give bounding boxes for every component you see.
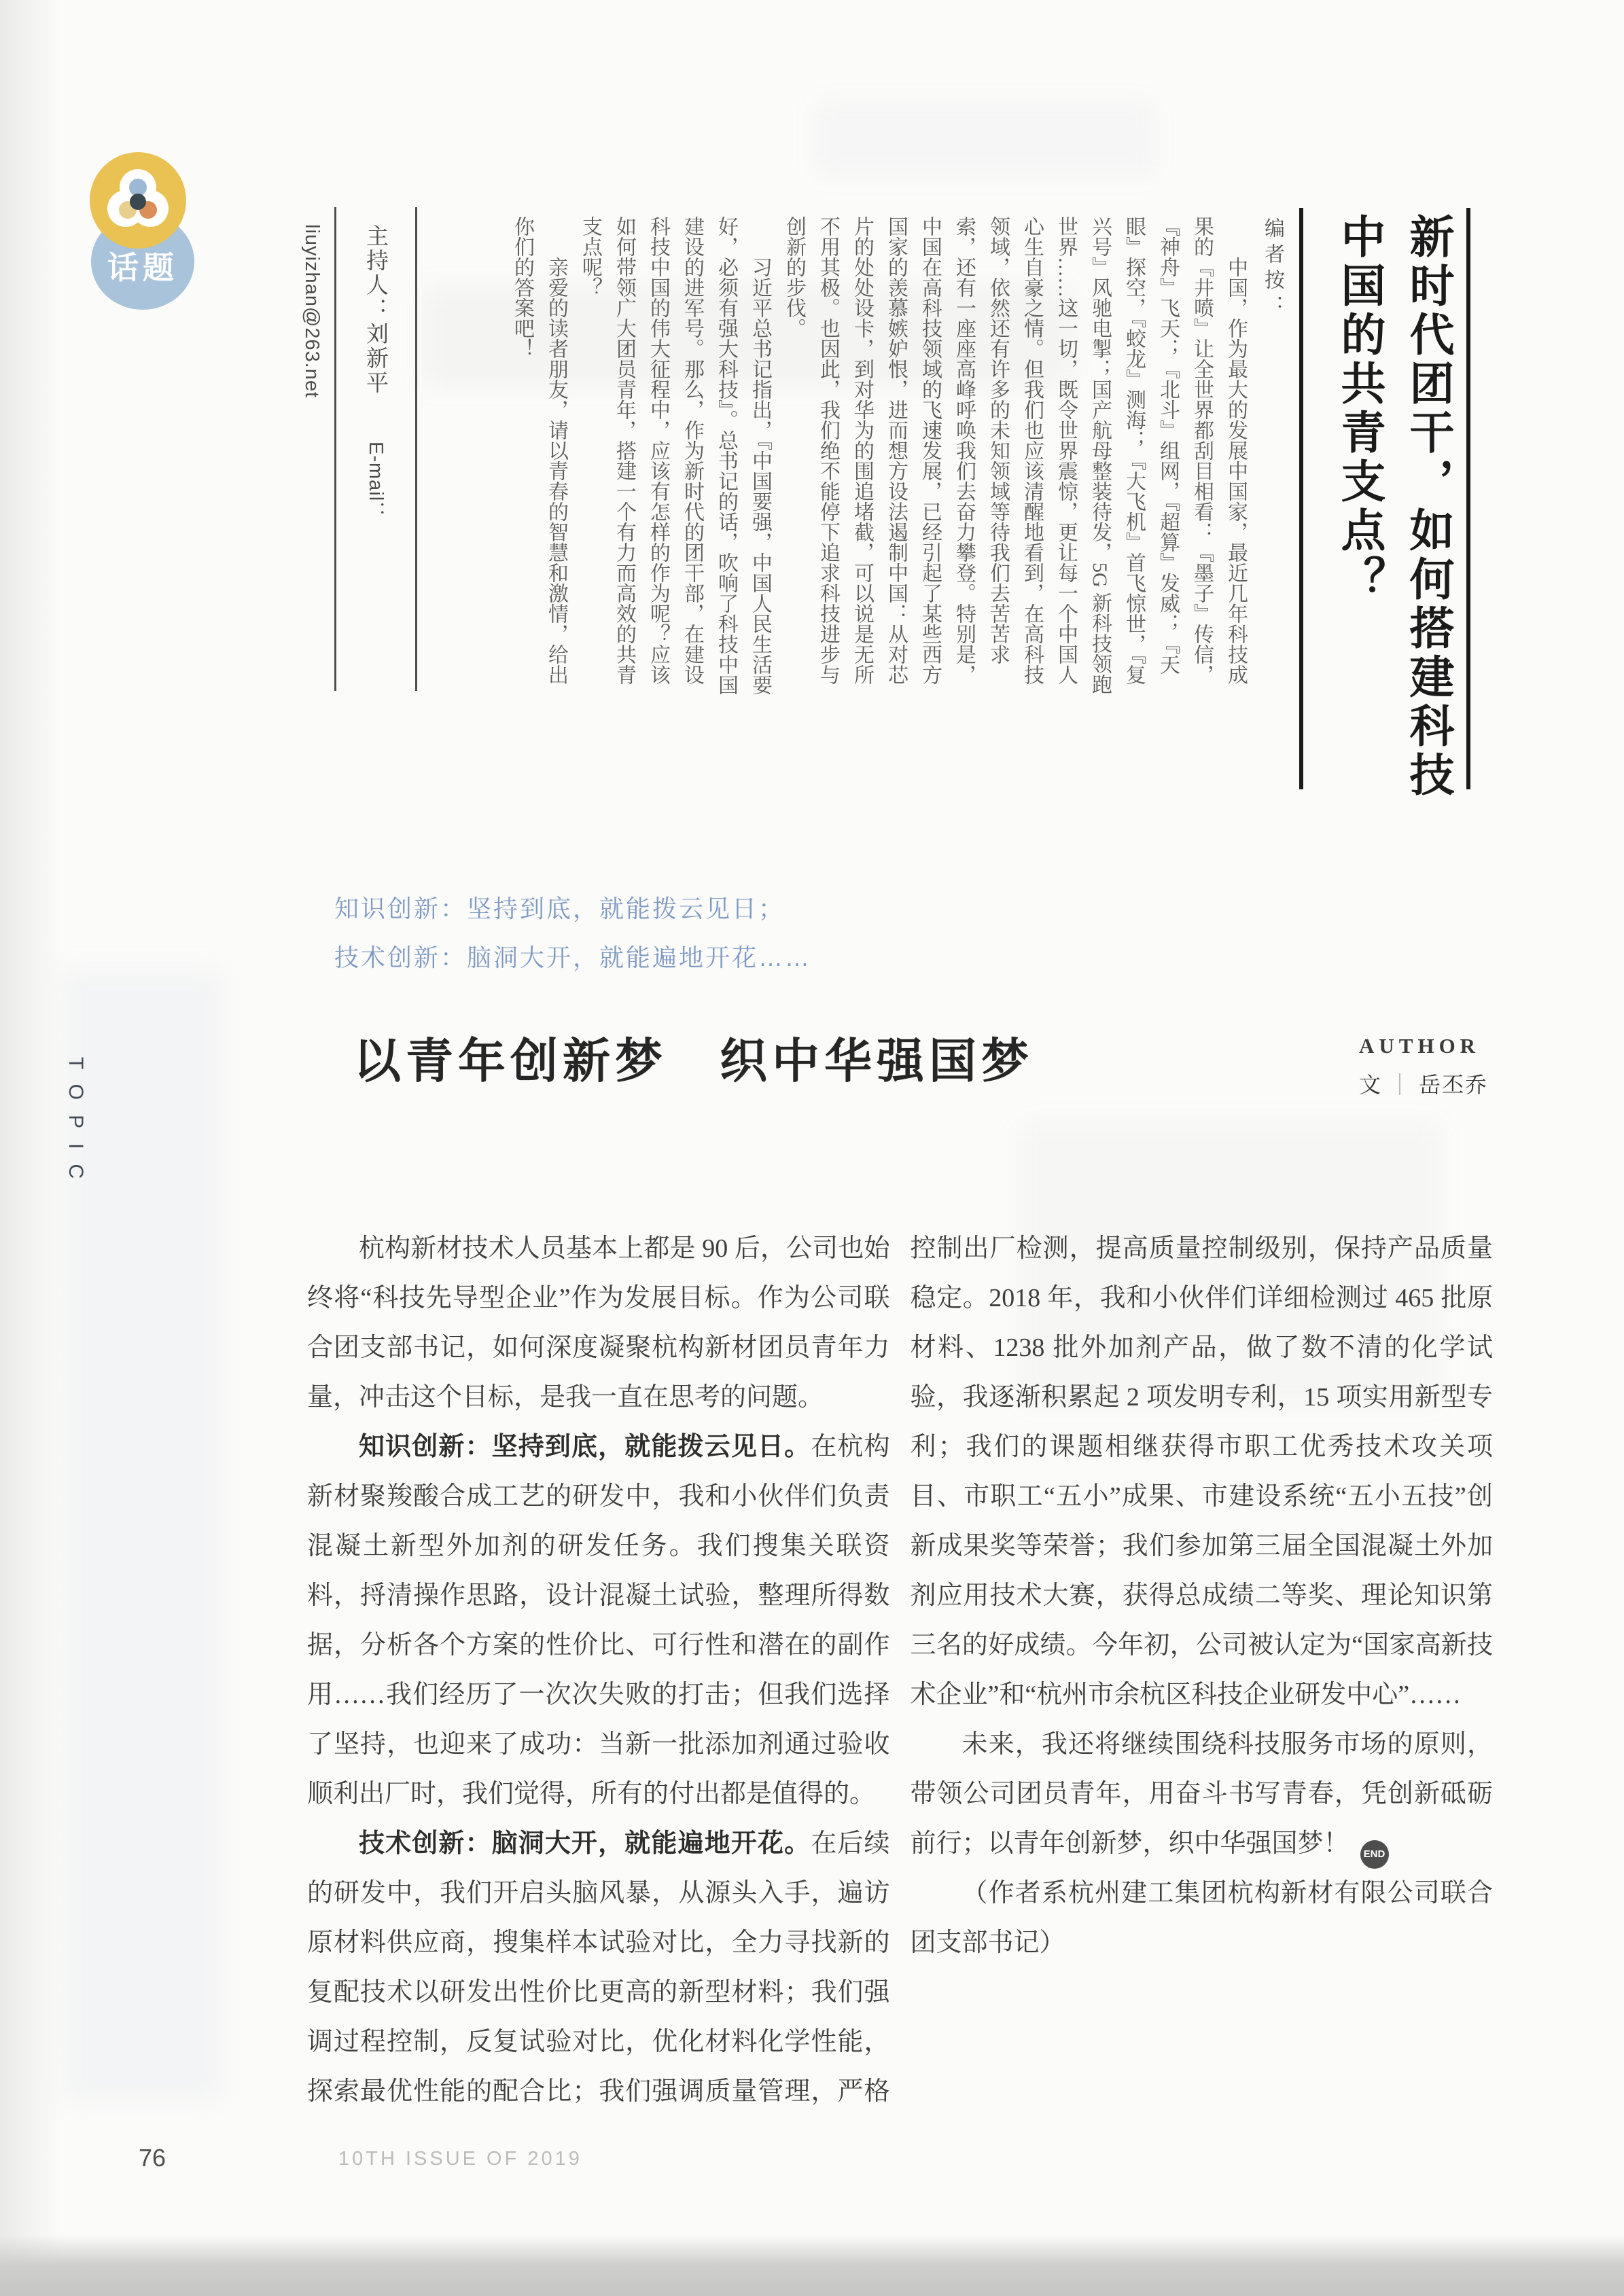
trefoil-icon <box>90 152 186 249</box>
body-paragraph: 技术创新：脑洞大开，就能遍地开花。在后续的研发中，我们开启头脑风暴，从源头入手，遍访原材料供应商，搜集样本试验对比，全力寻找新的复配技术以研发出性价比更高的新型材料；我们强调过程控制，反复试验对比，优化材料化学性能，探索最优性能的配合比；我们强调质量管理，严格控制出厂检测，提高质量控制级别，保持产品质量稳定。2018 年，我和小伙伴们详细检测过 465 批原材料、1238 批外加剂产品，做了数不清的化学试验，我逐渐积累起 2 项发明专利，15 项实用新型专利；我们的课题相继获得市职工优秀技术攻关项目、市职工“五小”成果、市建设系统“五小五技”创新成果奖等荣誉；我们参加第三届全国混凝土外加剂应用技术大赛，获得总成绩二等奖、理论知识第三名的好成绩。今年初，公司被认定为“国家高新技术企业”和“杭州市余杭区科技企业研发中心”…… <box>307 1234 1493 2106</box>
page-title <box>1310 213 1462 811</box>
logo-text: 话题 <box>107 250 178 285</box>
slogan-line1: 知识创新：坚持到底，就能拨云见日； <box>334 895 785 922</box>
vertical-rule <box>415 207 417 691</box>
editor-note-paragraph: 习近平总书记指出，『中国要强，中国人民生活要好，必须有强大科技』。总书记的话，吹响了科技中国建设的进军号。那么，作为新时代的团干部，在建设科技中国的伟大征程中，应该有怎样的作为呢？应该如何带领广大团员青年，搭建一个有力而高效的共青支点呢？ <box>579 216 771 695</box>
article-body <box>307 1224 1493 2117</box>
byline-divider: ｜ <box>1389 1073 1413 1097</box>
topic-logo <box>87 148 202 315</box>
article-title: 以青年创新梦 织中华强国梦 <box>353 1035 1034 1088</box>
scan-edge-left <box>0 0 63 2296</box>
byline-prefix: 文 <box>1359 1073 1383 1097</box>
editor-note-paragraph: 亲爱的读者朋友，请以青春的智慧和激情，给出你们的答案吧！ <box>511 216 567 685</box>
author-label: AUTHOR <box>1359 1034 1481 1058</box>
scan-edge-bottom <box>0 2235 1624 2296</box>
byline <box>1359 1068 1488 1099</box>
host-name: 主持人：刘新平 <box>364 224 389 395</box>
body-paragraph: 杭构新材技术人员基本上都是 90 后，公司也始终将“科技先导型企业”作为发展目标。作为公司联合团支部书记，如何深度凝聚杭构新材团员青年力量，冲击这个目标，是我一直在思考的问题。 <box>307 1234 890 1412</box>
bleed-through-artifact <box>815 102 1155 177</box>
issue-label: 10TH ISSUE OF 2019 <box>338 2148 582 2170</box>
author-name: 岳丕乔 <box>1419 1073 1489 1097</box>
body-paragraph: （作者系杭州建工集团杭构新材有限公司联合团支部书记） <box>910 1879 1493 1957</box>
author-block <box>1359 1034 1488 1099</box>
editor-note <box>442 216 1252 696</box>
body-paragraph: 知识创新：坚持到底，就能拨云见日。在杭构新材聚羧酸合成工艺的研发中，我和小伙伴们负责混凝土新型外加剂的研发任务。我们搜集关联资料，捋清操作思路，设计混凝土试验，整理所得数据，分析各个方案的性价比、可行性和潜在的副作用……我们经历了一次次失败的打击；但我们选择了坚持，也迎来了成功：当新一批添加剂通过验收顺利出厂时，我们觉得，所有的付出都是值得的。 <box>307 1433 890 1808</box>
page-number: 76 <box>139 2144 166 2172</box>
slogan-line2: 技术创新：脑洞大开，就能遍地开花…… <box>334 944 812 971</box>
body-paragraph: 未来，我还将继续围绕科技服务市场的原则，带领公司团员青年，用奋斗书写青春，凭创新砥砺前行；以青年创新梦，织中华强国梦！ END <box>911 1720 1494 1869</box>
paragraph-lead: 技术创新：脑洞大开，就能遍地开花。 <box>359 1829 811 1858</box>
slogan <box>334 884 811 982</box>
paragraph-lead: 知识创新：坚持到底，就能拨云见日。 <box>359 1433 811 1461</box>
host-column <box>301 224 408 694</box>
contact-email: E-mail：liuyizhan@263.net <box>301 224 387 522</box>
page-title-line2: 中国的共青支点？ <box>1335 213 1385 605</box>
headline-rule-right <box>1466 208 1470 789</box>
page-title-line1: 新时代团干，如何搭建科技 <box>1403 213 1453 800</box>
editor-note-label: 编者按： <box>1261 217 1284 321</box>
editor-note-paragraph: 中国，作为最大的发展中国家，最近几年科技成果的『井喷』让全世界都刮目相看：『墨子』传信，『神舟』飞天；『北斗』组网，『超算』发威；『天眼』探空，『蛟龙』测海；『大飞机』首飞惊世，『复兴号』风驰电掣；国产航母整装待发，5G 新科技领跑世界……这一切，既令世界震惊，更让每一个中国人心生自豪之情。但我们也应该清醒地看到，在高科技领域，依然还有许多的未知领域等待我们去苦苦求索，还有一座座高峰呼唤我们去奋力攀登。特别是，中国在高科技领域的飞速发展，已经引起了某些西方国家的羡慕嫉妒恨，进而想方设法遏制中国：从对芯片的处处设卡，到对华为的围追堵截，可以说是无所不用其极。也因此，我们绝不能停下追求科技进步与创新的步伐。 <box>783 216 1247 695</box>
headline-rule-left <box>1299 208 1303 789</box>
topic-side-label: TOPIC <box>65 1057 87 1194</box>
end-badge: END <box>1360 1840 1389 1869</box>
